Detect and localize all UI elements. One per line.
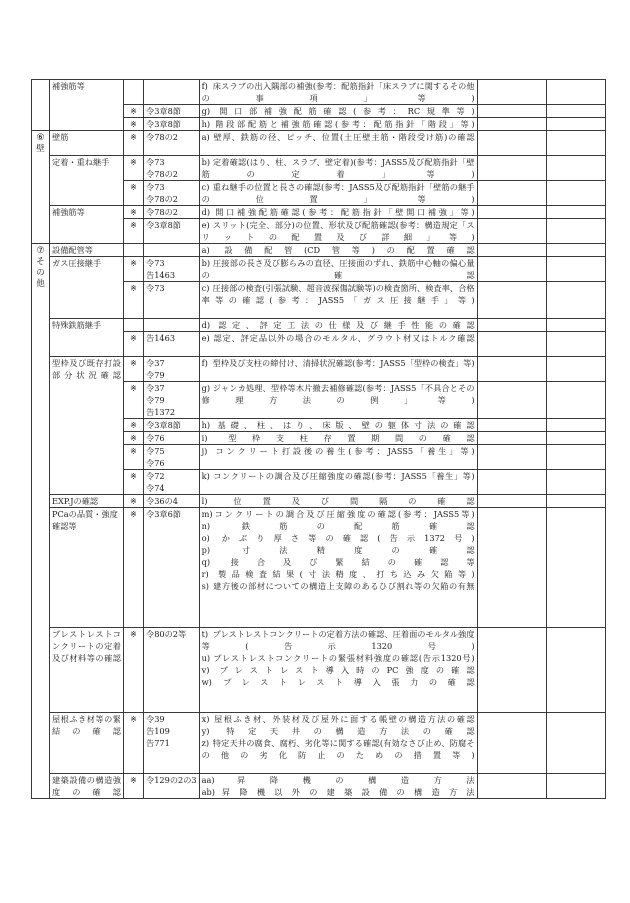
remarks-cell xyxy=(546,118,605,131)
result-cell xyxy=(477,219,546,244)
remarks-cell xyxy=(546,131,605,156)
category-cell: ガス圧接継手 xyxy=(50,257,124,319)
law-reference-cell xyxy=(144,432,200,445)
check-item-key: i) xyxy=(201,433,208,443)
check-item-cell xyxy=(199,713,477,774)
check-item-text: かぶり厚さ等の確認(告示1372号) xyxy=(212,533,475,543)
remarks-cell xyxy=(546,257,605,282)
check-item-key: a) xyxy=(201,245,210,255)
law-reference-line: 令39 xyxy=(146,714,165,724)
law-reference-cell xyxy=(144,713,200,774)
check-item-text: プレストレストコンクリートの定着方法の確認、圧着面のモルタル強度等(告示1320号) xyxy=(201,629,475,651)
check-item-key: g) xyxy=(201,383,211,393)
table-row xyxy=(32,357,606,382)
mark-cell: ※ xyxy=(124,105,144,118)
law-reference-cell xyxy=(144,156,200,181)
check-item-text: 基礎、柱、はり、床版、壁の躯体寸法の確認 xyxy=(212,420,475,430)
law-reference-cell xyxy=(144,495,200,508)
check-item-text: プレストレストコンクリートの緊張材料強度の確認(告示1320号) xyxy=(212,653,475,663)
result-cell xyxy=(477,244,546,257)
check-item-key: a) xyxy=(201,132,210,142)
law-reference-line: 令80の2等 xyxy=(146,629,187,639)
mark-cell: ※ xyxy=(124,382,144,419)
check-item-text: 階段部配筋と補強筋確認(参考：配筋指針「階段」等) xyxy=(212,119,475,129)
category-cell: 定着・重ね継手 xyxy=(50,156,124,206)
category-cell: EXP.Jの確認 xyxy=(50,495,124,508)
result-cell xyxy=(477,319,546,332)
section-cell-continued xyxy=(32,80,50,131)
check-item-cell xyxy=(199,181,477,206)
check-item xyxy=(202,628,475,652)
law-reference-line: 令37 xyxy=(146,358,165,368)
category-cell: 補強筋等 xyxy=(50,206,124,244)
table-row xyxy=(32,495,606,508)
law-reference-line: 令73 xyxy=(146,157,165,167)
law-reference-cell xyxy=(144,105,200,118)
check-item xyxy=(202,105,475,117)
category-cell: 補強筋等 xyxy=(50,80,124,131)
check-item xyxy=(202,508,475,520)
check-item-text: 接合及び緊結の確認等 xyxy=(212,557,475,567)
mark-cell xyxy=(124,80,144,105)
remarks-cell xyxy=(546,713,605,774)
check-item-text: 建方後の部材についての構造上支障のあるひび割れ等の欠陥の有無 xyxy=(212,581,475,591)
remarks-cell xyxy=(546,495,605,508)
check-item-key: w) xyxy=(201,677,212,687)
law-reference-line: 令37 xyxy=(146,383,165,393)
check-item xyxy=(202,80,475,104)
table-row xyxy=(32,131,606,156)
mark-cell: ※ xyxy=(124,181,144,206)
law-reference-line: 令76 xyxy=(146,433,165,443)
result-cell xyxy=(477,257,546,282)
check-item xyxy=(202,382,475,406)
check-item-cell xyxy=(199,445,477,470)
table-row xyxy=(32,206,606,219)
remarks-cell xyxy=(546,206,605,219)
check-item-cell xyxy=(199,332,477,357)
check-item-key: v) xyxy=(201,665,210,675)
remarks-cell xyxy=(546,244,605,257)
check-item-key: c) xyxy=(201,182,210,192)
check-item xyxy=(202,118,475,130)
check-item xyxy=(202,419,475,431)
check-item xyxy=(202,282,475,306)
check-item-key: l) xyxy=(201,496,208,506)
check-item-key: u) xyxy=(201,653,211,663)
check-item-text: 特定天井の腐食、腐朽、劣化等に関する確認(有効なさび止め、防腐その他の劣化防止のための措置等) xyxy=(201,738,475,760)
law-reference-line: 令78の2 xyxy=(146,194,179,204)
mark-cell: ※ xyxy=(124,470,144,495)
law-reference-line: 令79 xyxy=(146,395,165,405)
mark-cell xyxy=(124,319,144,332)
check-item-cell xyxy=(199,257,477,282)
remarks-cell xyxy=(546,628,605,713)
check-item-key: g) xyxy=(201,106,211,116)
mark-cell xyxy=(124,244,144,257)
result-cell xyxy=(477,282,546,319)
remarks-cell xyxy=(546,470,605,495)
section-label: そ xyxy=(36,257,45,267)
law-reference-line: 令3章8節 xyxy=(146,106,181,116)
check-item-key: r) xyxy=(201,569,209,579)
check-item xyxy=(202,156,475,180)
check-item-key: e) xyxy=(201,333,210,343)
remarks-cell xyxy=(546,282,605,319)
check-item-text: コンクリートの調合及び圧縮強度の確認(参考：JASS5等) xyxy=(212,509,475,519)
section-label: 壁 xyxy=(36,144,45,154)
check-item xyxy=(202,495,475,507)
check-item-cell xyxy=(199,118,477,131)
check-item-key: ab) xyxy=(201,787,215,797)
mark-cell: ※ xyxy=(124,495,144,508)
law-reference-cell xyxy=(144,419,200,432)
check-item-key: h) xyxy=(201,420,211,430)
table-row xyxy=(32,774,606,799)
law-reference-cell xyxy=(144,206,200,219)
check-item-text: 屋根ふき材、外装材及び屋外に面する帳壁の構造方法の確認 xyxy=(212,714,475,724)
result-cell xyxy=(477,419,546,432)
law-reference-line: 令74 xyxy=(146,483,165,493)
check-item-key: f) xyxy=(201,358,208,368)
check-item xyxy=(202,737,475,761)
remarks-cell xyxy=(546,445,605,470)
check-item-text: 製品検査結果(寸法精度、打ち込み欠陥等) xyxy=(212,569,475,579)
law-reference-line: 告109 xyxy=(146,726,170,736)
check-item xyxy=(202,206,475,218)
check-item-cell xyxy=(199,419,477,432)
law-reference-cell xyxy=(144,80,200,105)
check-item-cell xyxy=(199,495,477,508)
check-item xyxy=(202,544,475,556)
check-item xyxy=(202,332,475,344)
check-item-text: コンクリートの調合及び圧縮強度の確認(参考：JASS5「養生」等) xyxy=(212,471,475,481)
result-cell xyxy=(477,713,546,774)
law-reference-line: 令3章8節 xyxy=(146,420,181,430)
remarks-cell xyxy=(546,181,605,206)
table-row xyxy=(32,713,606,774)
result-cell xyxy=(477,432,546,445)
table-row xyxy=(32,80,606,105)
check-item xyxy=(202,319,475,331)
check-item-text: スリット(完全、部分)の位置、形状及び配筋確認(参考：構造規定「スリットの配置及び詳細」等) xyxy=(201,220,475,242)
law-reference-cell xyxy=(144,382,200,419)
law-reference-cell xyxy=(144,282,200,319)
category-cell: 建築設備の構造強度の確認 xyxy=(50,774,124,799)
law-reference-cell xyxy=(144,118,200,131)
check-item-key: t) xyxy=(201,629,209,639)
check-item-cell xyxy=(199,628,477,713)
check-item-key: d) xyxy=(201,207,211,217)
check-item-cell xyxy=(199,357,477,382)
law-reference-cell xyxy=(144,628,200,713)
law-reference-cell xyxy=(144,445,200,470)
check-item-text: プレストレスト導入時のPC強度の確認 xyxy=(212,665,475,675)
law-reference-cell xyxy=(144,244,200,257)
check-item-text: ジャンカ処理、型枠等木片撤去補修確認(参考：JASS5「不具合とその修理方法の例」等) xyxy=(201,383,475,405)
mark-cell: ※ xyxy=(124,419,144,432)
check-item xyxy=(202,470,475,482)
category-cell: 型枠及び既存打設部分状況確認 xyxy=(50,357,124,495)
law-reference-line: 令129の2の3 xyxy=(146,775,197,785)
remarks-cell xyxy=(546,508,605,628)
remarks-cell xyxy=(546,105,605,118)
check-item-text: プレストレスト導入張力の確認 xyxy=(212,677,475,687)
category-cell: 設備配管等 xyxy=(50,244,124,257)
check-item-text: 型枠及び支柱の締付け、清掃状況確認(参考：JASS5「型枠の検査」等) xyxy=(212,358,475,368)
result-cell xyxy=(477,470,546,495)
result-cell xyxy=(477,495,546,508)
mark-cell: ※ xyxy=(124,774,144,799)
check-item-key: p) xyxy=(201,545,211,555)
remarks-cell xyxy=(546,357,605,382)
section-number: ⑦ xyxy=(36,246,45,256)
law-reference-cell xyxy=(144,332,200,357)
section-label: の xyxy=(36,268,45,278)
check-item-key: o) xyxy=(201,533,210,543)
check-item-key: b) xyxy=(201,258,211,268)
check-item xyxy=(202,580,475,592)
law-reference-cell xyxy=(144,319,200,332)
result-cell xyxy=(477,357,546,382)
check-item xyxy=(202,786,475,798)
category-cell: 屋根ふき材等の緊結の確認 xyxy=(50,713,124,774)
category-cell: 壁筋 xyxy=(50,131,124,156)
check-item-text: 開口補強配筋確認(参考：配筋指針「壁開口補強」等) xyxy=(212,207,475,217)
law-reference-cell xyxy=(144,508,200,628)
check-item-cell xyxy=(199,244,477,257)
law-reference-cell xyxy=(144,131,200,156)
check-item-key: e) xyxy=(201,220,210,230)
remarks-cell xyxy=(546,319,605,332)
check-item-cell xyxy=(199,105,477,118)
check-item-key: m) xyxy=(201,509,213,519)
check-item-cell xyxy=(199,282,477,319)
check-item-cell xyxy=(199,382,477,419)
check-item-cell xyxy=(199,206,477,219)
check-item-key: n) xyxy=(201,521,211,531)
check-item-cell xyxy=(199,470,477,495)
check-item xyxy=(202,181,475,205)
mark-cell: ※ xyxy=(124,131,144,156)
mark-cell: ※ xyxy=(124,219,144,244)
law-reference-line: 告1372 xyxy=(146,407,176,417)
check-item-text: 昇降機の構造方法 xyxy=(212,775,475,785)
result-cell xyxy=(477,80,546,105)
check-item xyxy=(202,774,475,786)
check-item-text: 特定天井の構造方法の確認 xyxy=(212,726,475,736)
law-reference-cell xyxy=(144,257,200,282)
mark-cell: ※ xyxy=(124,508,144,628)
check-item xyxy=(202,244,475,256)
law-reference-line: 告771 xyxy=(146,738,170,748)
result-cell xyxy=(477,332,546,357)
mark-cell: ※ xyxy=(124,445,144,470)
law-reference-cell xyxy=(144,219,200,244)
law-reference-line: 令75 xyxy=(146,446,165,456)
check-item xyxy=(202,568,475,580)
check-item-key: c) xyxy=(201,283,210,293)
category-cell: PCaの品質・強度確認等 xyxy=(50,508,124,628)
check-item-key: aa) xyxy=(201,775,215,785)
result-cell xyxy=(477,118,546,131)
remarks-cell xyxy=(546,80,605,105)
section-cell-other xyxy=(32,244,50,799)
check-item-key: j) xyxy=(201,446,208,456)
law-reference-line: 令78の2 xyxy=(146,132,179,142)
category-cell: 特殊鉄筋継手 xyxy=(50,319,124,357)
law-reference-line: 令73 xyxy=(146,283,165,293)
law-reference-line: 令73 xyxy=(146,182,165,192)
check-item-cell xyxy=(199,80,477,105)
check-item-text: 位置及び間隔の確認 xyxy=(212,496,475,506)
check-item-cell xyxy=(199,131,477,156)
table-row xyxy=(32,319,606,332)
check-item-cell xyxy=(199,774,477,799)
remarks-cell xyxy=(546,432,605,445)
check-item-text: 寸法精度の確認 xyxy=(212,545,475,555)
law-reference-line: 令3章8節 xyxy=(146,220,181,230)
check-item xyxy=(202,432,475,444)
remarks-cell xyxy=(546,219,605,244)
check-item-key: z) xyxy=(201,738,210,748)
check-item-text: 鉄筋の配筋確認 xyxy=(212,521,475,531)
table-row xyxy=(32,156,606,181)
check-item-text: 圧接部の長さ及び膨らみの直径、圧接面のずれ、鉄筋中心軸の偏心量の確認 xyxy=(201,258,475,280)
law-reference-line: 令78の2 xyxy=(146,169,179,179)
check-item-key: h) xyxy=(201,119,211,129)
mark-cell: ※ xyxy=(124,432,144,445)
check-item-cell xyxy=(199,219,477,244)
check-item xyxy=(202,131,475,143)
mark-cell: ※ xyxy=(124,332,144,357)
law-reference-line: 令79 xyxy=(146,370,165,380)
remarks-cell xyxy=(546,156,605,181)
check-item-key: y) xyxy=(201,726,210,736)
check-item-text: 型枠支柱存置期間の確認 xyxy=(212,433,475,443)
check-item xyxy=(202,713,475,725)
mark-cell: ※ xyxy=(124,118,144,131)
check-item xyxy=(202,725,475,737)
check-item-text: 設備配管(CD管等)の配置確認 xyxy=(212,245,475,255)
check-item-cell xyxy=(199,319,477,332)
check-item-key: k) xyxy=(201,471,210,481)
section-number: ⑥ xyxy=(36,133,45,143)
check-item xyxy=(202,257,475,281)
check-item xyxy=(202,664,475,676)
law-reference-cell xyxy=(144,181,200,206)
check-item xyxy=(202,357,475,369)
category-cell: プレストレストコンクリートの定着及び材料等の確認 xyxy=(50,628,124,713)
check-item-text: 認定、評定品以外の場合のモルタル、グラウト材又はトルク確認 xyxy=(212,333,475,343)
check-item-text: 認定、評定工法の仕様及び継手性能の確認 xyxy=(212,320,475,330)
check-item-text: 重ね継手の位置と長さの確認(参考：JASS5及び配筋指針「壁筋の継手の位置」等) xyxy=(201,182,475,204)
check-item xyxy=(202,676,475,688)
law-reference-line: 令72 xyxy=(146,471,165,481)
check-item xyxy=(202,520,475,532)
mark-cell: ※ xyxy=(124,357,144,382)
inspection-checklist-table xyxy=(31,79,606,799)
law-reference-line: 令36の4 xyxy=(146,496,179,506)
table-row xyxy=(32,257,606,282)
law-reference-line: 令3章8節 xyxy=(146,119,181,129)
check-item xyxy=(202,652,475,664)
check-item-text: 壁厚、鉄筋の径、ピッチ、位置(土圧壁主筋・階段受け筋)の確認 xyxy=(212,132,475,142)
result-cell xyxy=(477,628,546,713)
check-item xyxy=(202,532,475,544)
law-reference-line: 告1463 xyxy=(146,270,176,280)
remarks-cell xyxy=(546,774,605,799)
table-row xyxy=(32,244,606,257)
check-item xyxy=(202,445,475,457)
check-item-key: b) xyxy=(201,157,211,167)
check-item-cell xyxy=(199,156,477,181)
check-item xyxy=(202,556,475,568)
result-cell xyxy=(477,131,546,156)
mark-cell: ※ xyxy=(124,713,144,774)
mark-cell: ※ xyxy=(124,206,144,219)
law-reference-cell xyxy=(144,357,200,382)
result-cell xyxy=(477,774,546,799)
result-cell xyxy=(477,156,546,181)
check-item-text: 開口部補強配筋確認(参考：RC規準等) xyxy=(212,106,475,116)
result-cell xyxy=(477,382,546,419)
check-item-text: 定着確認(はり、柱、スラブ、壁定着)(参考：JASS5及び配筋指針「壁筋の定着」等) xyxy=(201,157,475,179)
check-item-text: 昇降機以外の建築設備の構造方法 xyxy=(212,787,475,797)
result-cell xyxy=(477,445,546,470)
remarks-cell xyxy=(546,332,605,357)
result-cell xyxy=(477,181,546,206)
check-item-key: d) xyxy=(201,320,211,330)
check-item-cell xyxy=(199,432,477,445)
inspection-table-page xyxy=(31,79,606,799)
check-item xyxy=(202,219,475,243)
mark-cell: ※ xyxy=(124,257,144,282)
remarks-cell xyxy=(546,419,605,432)
check-item-key: x) xyxy=(201,714,210,724)
check-item-key: s) xyxy=(201,581,210,591)
section-cell-wall xyxy=(32,131,50,244)
table-row xyxy=(32,508,606,628)
result-cell xyxy=(477,105,546,118)
result-cell xyxy=(477,508,546,628)
law-reference-cell xyxy=(144,470,200,495)
law-reference-line: 令73 xyxy=(146,258,165,268)
law-reference-line: 令76 xyxy=(146,458,165,468)
law-reference-line: 令78の2 xyxy=(146,207,179,217)
result-cell xyxy=(477,206,546,219)
mark-cell: ※ xyxy=(124,156,144,181)
check-item-text: コンクリート打設後の養生(参考：JASS5「養生」等) xyxy=(212,446,475,456)
check-item-key: f) xyxy=(201,81,208,91)
law-reference-cell xyxy=(144,774,200,799)
section-label: 他 xyxy=(36,279,45,289)
check-item-text: 圧接部の検査(引張試験、超音波探傷試験等)の検査箇所、検査率、合格率等の確認(参考：JASS5「ガス圧接継手」等) xyxy=(201,283,475,305)
check-item-text: 床スラブの出入隅部の補強(参考：配筋指針「床スラブに関するその他の事項」等) xyxy=(201,81,475,103)
mark-cell: ※ xyxy=(124,282,144,319)
law-reference-line: 告1463 xyxy=(146,333,176,343)
table-row xyxy=(32,628,606,713)
law-reference-line: 令3章6節 xyxy=(146,509,181,519)
check-item-cell xyxy=(199,508,477,628)
mark-cell: ※ xyxy=(124,628,144,713)
check-item-key: q) xyxy=(201,557,211,567)
remarks-cell xyxy=(546,382,605,419)
